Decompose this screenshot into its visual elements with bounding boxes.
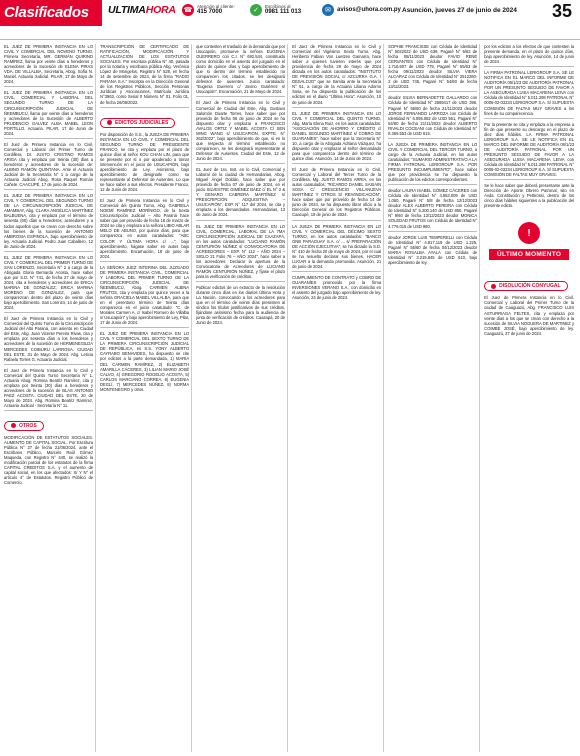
notice: El Juez de Primera Instancia en lo Civil, Comercial y Laboral del Tercer Turno de la Cordillera, Mg. JUSTO RAMOS ARRIA, en los autos caratulados: "RICARDO DANIEL SASIAIN SOSA C/ CRESCENCIO VILLANUEVA MARTÍNEZ Y OTROS S/ REIVINDICACIÓN", hace saber que por proveído de fecha 14 de junio de 2024, se ha dispuesto librar oficio a la Dirección General de los Registros Públicos. Caacupé, 19 de junio de 2024. xyxy=(292,167,381,220)
alert-icon: ! xyxy=(518,222,540,244)
notice: Por disposición de S.S., la JUEZA DE PRIMERA INSTANCIA EN LO CIVIL Y COMERCIAL DEL SEGUNDO TURNO DE PRESIDENTE FRANCO, se cita y emplaza por el plazo de quince días al señor KOU CHAN LIN, para que se presente por sí o por apoderado a tomar intervención en el juicio de USUCAPIÓN, bajo apercibimiento de Ley. Asimismo, bajo apercibimiento de designarle como su representante al Defensor de Ausentes. Lo que se hace saber a sus efectos. Presidente Franco, 12 de Junio de 2024. xyxy=(100,132,189,196)
whatsapp-icon: ✓ xyxy=(250,4,262,16)
contact-phone: ☎ Atención al cliente: 415 7000 xyxy=(183,4,235,16)
notice: TRANSCRIPCIÓN DE CERTIFICADO DE RATIFICACIÓN, MODIFICACIÓN Y ACTUALIZACIÓN DE LOS ESTATUTOS SOCIALES. Por escritura pública N° 40, pasada por la notaría y escribana pública Abg. Verónica López de Mongelos, Registro N° 528, en fecha 14 de setiembre de 2024, de la firma "RADIO PARANA S.A." Inscripta en la Dirección General de los Registros Públicos, Sección Personas Jurídicas y Asociaciones, Matrícula Jurídica N°3963, como Serial 0 Número N° 01, Folio 01, de fecha 26/06/2022. xyxy=(100,44,189,108)
ultimo-momento-banner xyxy=(484,212,574,270)
notice: EL Juez de 1ra. Inst. en lo Civil, Comercial y Laboral de la ciudad de Hernandarias, Abog. Miguel Ángel Doldán, hace saber que por proveído de fecha 07 de junio de 2024, en el juicio SILVESTRE GIMÉNEZ BÁEZ c/ EL N° 2 & Y GENARO CABRERA MARTÍNEZ s/ PRESCRIPCIÓN ADQUISITIVA – USUCAPIÓN", EXP. N° 117 del 2024, se cita y emplaza a los demandados. Hernandarias, 13 de Junio de 2024. xyxy=(196,167,285,220)
notice: El Juez de Primera Instancia en lo Civil y Comercial del Quinto Turno, Abg. GABRIELA NOEMÍ RAMÍREZ MORÍNIGO, de la Sexta Circunscripción Judicial – Alto Paraná hace saber que por proveído de fecha 18 de marzo de 2024 se cita y emplaza a la señora LIBIO ABLAR MELO DE ABUNO, por quince días, para que comparezca en autos caratulados: "ABC COLOR Y ÚLTIMA HORA c/ ...", bajo apercibimiento, hágase saber en autos bajo apercibimiento. Encarnación, 18 de junio de 2024. xyxy=(100,198,189,262)
notice: Se le hace saber que deberá presentarse ante la Dirección de Aporte Obrero Patronal, sito en Avda. Constitución y Pettirossi, dentro de los cinco días hábiles siguientes a la publicación del presente edicto. xyxy=(484,183,575,209)
bullet-icon xyxy=(107,120,112,125)
classifieds-columns xyxy=(4,44,576,752)
notice: Publicar edictos de un extracto de la resolución durante cinco días en los diarios Última Hora y La Nación, convocando a los acreedores para que en el término de veinte días presenten al síndico los títulos justificativos de sus créditos, fijándose asimismo fecha para la audiencia de junta de verificación de créditos. Caazapá, 20 de Junio de 2024. xyxy=(196,285,286,326)
notice: que contesten el traslado de la demanda que por Usucapión, promueve la señora EUGENIA GUERRERO con C.I. N° 692.544, constituido como domicilio en el asiento del juzgado en el plazo de quince días y bajo apercibimiento de que si dentro del término establecido no comparecen los citados, se les designará defensor de ausentes. Juicio caratulado: "Eugenia Guerrero c/ Jovino Gutiérrez s/ Usucapión". Encarnación, 21 de Mayo de 2024. xyxy=(196,44,285,97)
notice: MODIFICACIÓN DE ESTATUTOS SOCIALES. AUMENTO DE CAPITAL SOCIAL. Por Escritura Pública N° 27 de fecha 21/06/2024, ante el Escribano Público, Marcelo Raúl Gómez Maqueda, con Registro N° 440, se realizó la modificación parcial de los estatutos de la firma CAPITAL CREDITOS S.A. y el aumento de capital social, en los que afectados: S/ Y N° el artículo 4° de Estatutos. Registro Público de Comercio. xyxy=(4,435,94,486)
notice: El Juez de Primera Instancia en lo Civil y Comercial de Ciudad del Este, Abg. Gustavo Salomón Duarte Torres, hace saber que por proveído de fecha 06 de junio de 2024 se ha dispuesto citar y emplazar a FRANCISCO AVALOS ORTIZ Y MABEL ACOSTA C/ SEN MING WANG s/ USUCAPIÓN, EXPTE. N° 262/2022", bajo apercibimiento de que, si en lo que respecta al término establecido no comparecen, se les designará representante al Defensor de Ausentes. Ciudad del Este, 12 de Junio de 2024. xyxy=(196,100,285,164)
notice: EL JUEZ DE PRIMERA INSTANCIA EN LO CIVIL Y COMERCIAL DEL NOVENO TURNO, Primera Secretaría, MR. GERMÁN QUIRINO RAMÍREZ, llama por veinte días a herederos y acreedores de la Sucesión de ELENA PIRAS VDA. DE VILLALBA, Secretaría, Abog. Sofía N. Maciel. Actuaria Judicial. PILAR, 17 de Mayo de 2024. xyxy=(4,44,93,87)
email-icon: ✉ xyxy=(322,4,334,16)
notice: EL JUEZ DE PRIMERA INSTANCIA EN LO CIVIL Y COMERCIAL DEL QUINTO TURNO, Abg. María Elena Ruiz, en los autos caratulados: "ASOCIACIÓN DE AHORRO Y CRÉDITO c/ DANIEL SEGUNDO MARTÍNEZ s/ COBRO DE GUARANÍES", hace saber que la Secretaría N° 10, a cargo de la Abogada Adriana Vázquez, ha dispuesto citar y emplazar al señor demandado para que comparezca dentro del término de quince días. Asunción, 14 de Junio de 2024. xyxy=(292,111,381,164)
notice: EL JUEZ DE PRIMERA INSTANCIA EN LO CIVIL Y COMERCIAL DEL PRIMER TURNO DE SAN LORENZO, Secretaría N° 2 a cargo de la Abogada Gloria Bernarda Acosta, hace saber que por S.D. N° 741, de fecha 27 de mayo de 2024, cita a herederos y acreedores de ERICA MARINA DE GONZÁLEZ, ERICA MARINA MORENO DE GONZÁLEZ, para que comparezcan dentro del plazo de veinte días bajo apercibimiento. San Lorenzo, 14 de junio de 2024. xyxy=(4,255,93,314)
notice: El Juez de Primera Instancia en lo Civil y Comercial del Quinto Turno de la Circunscripción Judicial del Alto Paraná, con asiento en Ciudad del Este, Abg. Juan Vicente Pereira Rivas, cita y emplaza por sesenta días a los herederos y acreedores de la sucesión de HERMENEGILDA MERCEDES COIBURU LARROSA. CIUDAD DEL ESTE, 31 de Mayo de 2024. Abg. Leticia Rafaela Torres G. Actuaria Judicial. xyxy=(4,316,93,364)
column-2 xyxy=(100,44,192,752)
contact-email: ✉ avisos@uhora.com.py xyxy=(322,4,401,16)
edition-date: Asunción, jueves 27 de junio de 2024 xyxy=(402,7,517,14)
notice: LA JUEZA DE PRIMERA INSTANCIA EN LO CIVIL Y COMERCIAL DEL TERCER TURNO, a cargo de la Actuaria Judicial, en los autos caratulados: "SUMARIO ADMINISTRATIVO A LA FIRMA FATRONAL LERIGROUP S.A. POR PRESUNTO INCUMPLIMIENTO", hace saber que por providencia se ha dispuesto la publicación de los edictos correspondientes. xyxy=(388,142,477,185)
column-6 xyxy=(484,44,576,752)
notice: SOPHIE FRANCISSE con Cédula de Identidad N° 5022022 de USD 639, Pagaré N° 5/62 de fecha 08/11/2023 deudor FAVIO RENÉ CERVANTES con Cédula de Identidad N° 1.716.607 de USD 779, Pagaré N° 55/63 de fecha 09/11/2023 deudor SILVIA VIERA ALCARAZ con Cédula de Identidad N° 2512260-2 de USD 745, Pagaré N° 54/60 de fecha 13/11/2023. xyxy=(388,44,477,92)
notice: EL JUEZ DE PRIMERA INSTANCIA EN LO CIVIL, COMERCIAL Y LABORAL DEL SEGUNDO TURNO DE LA CIRCUNSCRIPCIÓN JUDICIAL DE ÑEEMBUCÚ, llama por veinte días a herederos y acreedores de la Sucesión de ALBERTO PRUDENCIO GALVEZ ALBA MABEL LEON PORTILLO. Actuaria. PILAR, 17 de Junio de 2024. xyxy=(4,90,93,138)
page-number: 35 xyxy=(551,1,572,21)
newspaper-logo: ULTIMAHORA xyxy=(108,4,176,16)
column-3 xyxy=(196,44,288,752)
section-title: Clasificados xyxy=(4,4,89,21)
notice: Por la presente se cita y emplaza a la empresa a fin de que presente su descargo en el plazo de diez días hábiles. LA FIRMA PATRONAL LERIGROUP S.A. SE LE NOTIFICA EN EL MARCO DEL INFORME DE AUDITORÍA 06/1/23 DE AUDITORÍA PATRONAL POR UN PRESUNTO SEGUIDO DE FAVOR A LA ASEGURADA LUISA MACARENA LEIVA con Cédula de Identidad N° 5.011.298 PATRONAL N° 0006-02-03234 LERIGROUP S.A. S/ SUPUESTA COMISIÓN DE FALTAS MUY GRAVES. xyxy=(484,122,574,181)
notice: EL JUEZ DE PRIMERA INSTANCIA EN LO CIVIL, COMERCIAL, LABORAL DE LA 7MA CIRCUNSCRIPCIÓN JUDICIAL DE CAAZAPÁ, en los autos caratulados: "LUCIANO RAMÓN CENTURIÓN NÚÑEZ s/ CONVOCATORIA DE ACREEDORES – EXP. N° 112 – AÑO 2024 – SIGLO 21 Folio 76 – AÑO 2024", hace saber a los acreedores: Declarar la apertura de la Convocatoria de Acreedores de LUCIANO RAMÓN CENTURIÓN NÚÑEZ, y fíjase el plazo para la verificación de créditos. xyxy=(196,224,285,283)
notice: deudor JORGE LUIS TEMPERELLI con Cédula de Identidad N° 4.917.119 de USD 1.225, Pagaré N° 55/60 de fecha 04/12/2023 deudor MARIA ROSALBA AYALA con Cédula de Identidad N° 3.219.845 de USD 610, bajo apercibimiento de ley. xyxy=(388,234,478,265)
contact-whatsapp: ✓ Escribinos al 0981 111 013 xyxy=(250,4,301,16)
notice: El Juez de Primera Instancia en lo Civil, Comercial y Laboral del Primer Turno de Cordillera, Dr. JUSTO CRISTINO RAMOS ARIGA cita y emplaza por treinta (30) días a herederos y acreedores de la sucesión de: ALBINO RAMÓN QUINTANA. Ante el Actuario Judicial de la Secretaría N° 1 a cargo de la Actuaria Judicial Abog. Rosa Raquel Román Cañete. CAACUPÉ, 17 de junio de 2024. xyxy=(4,142,93,190)
notice: El Juez de Primera Instancia en lo Civil, Comercial y Laboral del Primer Turno de la ciudad de Caaguazú, Abg. FRANCISCO LUIS ASTURRIAGA FELTES, cita y emplaza por veinte días a los que se crean con derecho a la sucesión de SILVIA NOGUERA DE MARTINEZ y COIMBE JOSÉ, bajo apercibimiento de ley. Caaguazú, 27 de junio de 2024. xyxy=(484,295,575,336)
notice: LA SEÑORA JUEZ INTERINA DEL JUZGADO DE PRIMERA INSTANCIA CIVIL, COMERCIAL Y LABORAL DEL PRIMER TURNO DE LA CIRCUNSCRIPCIÓN JUDICIAL DE ÑEEMBUCÚ, Abog. CARMEN ALBINA FRUTOS, cita y emplaza por quince veces a la señora GRACIELA MABEL VILLALBA, para que en el perentorio término de treinta días comparezca en el juicio caratulado: "C. de Morales Carmen A. c/ Isabel Romero de Villalba s/ Usucapión" y bajo apercibimiento de Ley, Pilar, 17 de Junio de 2024. xyxy=(100,265,189,329)
ultimo-momento-title: ÚLTIMO MOMENTO xyxy=(489,249,569,260)
notice: EL JUEZ DE PRIMERA INSTANCIA EN LO CIVIL Y COMERCIAL DEL SEXTO TURNO DE LA PRIMERA CIRCUNSCRIPCIÓN JUDICIAL DE REPÚBLICA, es S.S. YONY ALBERTO CAYRABO BENAVIDES, ha dispuesto se cite por edictos a la parte demandada, 1) MARÍA DEL CARMEN RAMÍREZ, 2) ELIZABETH AMARILLA CÁCERES, 3) LILIAN MARIO JOSÉ CALVO, 4) GREGORIO ROGELIO ACOSTA, 5) CARLOS MARCIANO CORREA, 6) EUGENIA DEGLÍ, 7) MERCEDES NÚÑEZ, 8) NORMA MONTENEGRO y otros. xyxy=(100,331,190,392)
bullet-icon xyxy=(11,423,16,428)
column-5 xyxy=(388,44,480,752)
page-header xyxy=(0,0,580,40)
notice: deudor SILVIA BERNADETTE GALLARDO con Cédula de Identidad N° 2569417 de USD 396, Pagaré N° 55/60 de fecha 21/11/2023 deudor JORGE FERNANDO LARROZA con Cédula de Identidad N° 6.095.082 de USD 561, Pagaré N° 54/60 de fecha 21/11/2023 deudor ALBERTO RIVALDI COCEANI con Cédula de Identidad N° 8.369.553 de USD 615. xyxy=(388,95,477,138)
notice: EL JUEZ DE PRIMERA INSTANCIA EN LO CIVIL Y COMERCIAL DEL SEGUNDO TURNO DE LA CIRCUNSCRIPCIÓN JUDICIAL DE AMAMBAY, Abg. CLARA ANGÉLICA MARTÍNEZ BALBUENA, cita y emplaza por el término de sesenta (60) días a herederos, acreedores y a todos aquellos que se crean con derecho sobre los bienes de la sucesión de ANTONIO AMBROSIA ESPINOLA, bajo apercibimiento de ley. Actuaria Judicial. Pedro Juan Caballero, 12 de Junio de 2024. xyxy=(4,193,93,252)
section-banner xyxy=(0,0,102,26)
column-4 xyxy=(292,44,384,752)
notice: El Juez de Primera Instancia en lo Civil y Comercial del Vigésimo Sexto Turno, Abg. Heriberto Fabian Von Luetzen Gamarra, hace saber a quienes tuvieren interés que por providencia de fecha 26 de mayo de 2024 dictada en los autos caratulados: "INSTITUTO DE PREVISIÓN SOCIAL c/ AZCURRA G.A. / DESALOJO" que se tramita ante la Secretaría N° 51, a cargo de la Actuaria Liliana Adorno Sosa, se ha dispuesto la publicación de los edictos en el diario "Última Hora". Asunción, 10 de junio de 2024. xyxy=(292,44,381,108)
section-label-otros: OTROS xyxy=(4,421,44,431)
notice: LA JUEZA DE PRIMERA INSTANCIA EN LO CIVIL Y COMERCIAL DEL DÉCIMO SEXTO TURNO, en los autos caratulados: "BANCO GNB PARAGUAY S.A. c/ ... s/ PREPARACIÓN DE ACCIÓN EJECUTIVA", se ha dictado la S.D. N° 410 de fecha 20 de mayo de 2024, por el cual se ha resuelto declarar sus bienes, HACER LUGAR a la demanda promovida. Asunción, 21 de junio de 2024. xyxy=(292,224,381,272)
notice: LA FIRMA PATRONAL LERIGROUP S.A. SE LE NOTIFICA EN EL MARCO DEL INFORME DE AUDITORÍA 06/1/23 DE AUDITORÍA PATRONAL POR UN PRESUNTO SEGUIDO DE FAVOR A LA ASEGURADA LUISA MACARENA LEIVA con Cédula de Identidad N° 5.011.298 PATRONAL N° 0006-02-03234 LERIGROUP S.A. S/ SUPUESTA COMISIÓN DE FALTAS MUY GRAVES a los fines de su comparecencia. xyxy=(484,70,574,118)
section-label-disolucion: DISOLUCIÓN CONYUGAL xyxy=(484,281,567,291)
notice: CUMPLIMIENTO DE CONTRATO y COBRO DE GUARANÍES promovido por la firma INVERSIONES VERANO S.A., con domicilio en el asiento del juzgado bajo apercibimiento de ley. Asunción, 24 de junio de 2024. xyxy=(292,274,382,301)
notice: por los edictos a los efectos de que contesten la presente demanda, en el plazo de quince días, bajo apercibimiento de ley. Asunción, 14 de junio de 2024. xyxy=(484,44,574,67)
notice: deudor LAURA ISABEL GÓMEZ CÁCERES con Cédula de Identidad N° 4.853.009 de USD 1.060, Pagaré N° 5/8 de fecha 12/12/2023 deudor ALEX ALBERTO PEREIRA con Cédula de Identidad N° 5.200.140 de USD 850, Pagaré N° 9/60 de fecha 13/12/2023 deudor MONICA SOLEDAD FRUTOS con Cédula de Identidad N° 4.776.015 de USD 980. xyxy=(388,188,477,231)
column-1 xyxy=(4,44,96,752)
section-label-edictos: EDICTOS JUDICIALES xyxy=(100,118,175,128)
notice: El Juez de Primera Instancia en lo Civil y Comercial del Quinto Turno Secretaría N° 1, Actuaria Abog. Romina Beatriz Ramírez, cita y emplaza por treinta (30) días a herederos y acreedores de la sucesión de BLAS ANTONIO PAEZ ACOSTA. CIUDAD DEL ESTE, 20 de Mayo de 2024. Abg. Romina Beatriz Ramírez, Actuaria Judicial - Secretaría N° 11. xyxy=(4,368,93,411)
phone-icon: ☎ xyxy=(182,4,194,16)
bullet-icon xyxy=(491,284,496,289)
